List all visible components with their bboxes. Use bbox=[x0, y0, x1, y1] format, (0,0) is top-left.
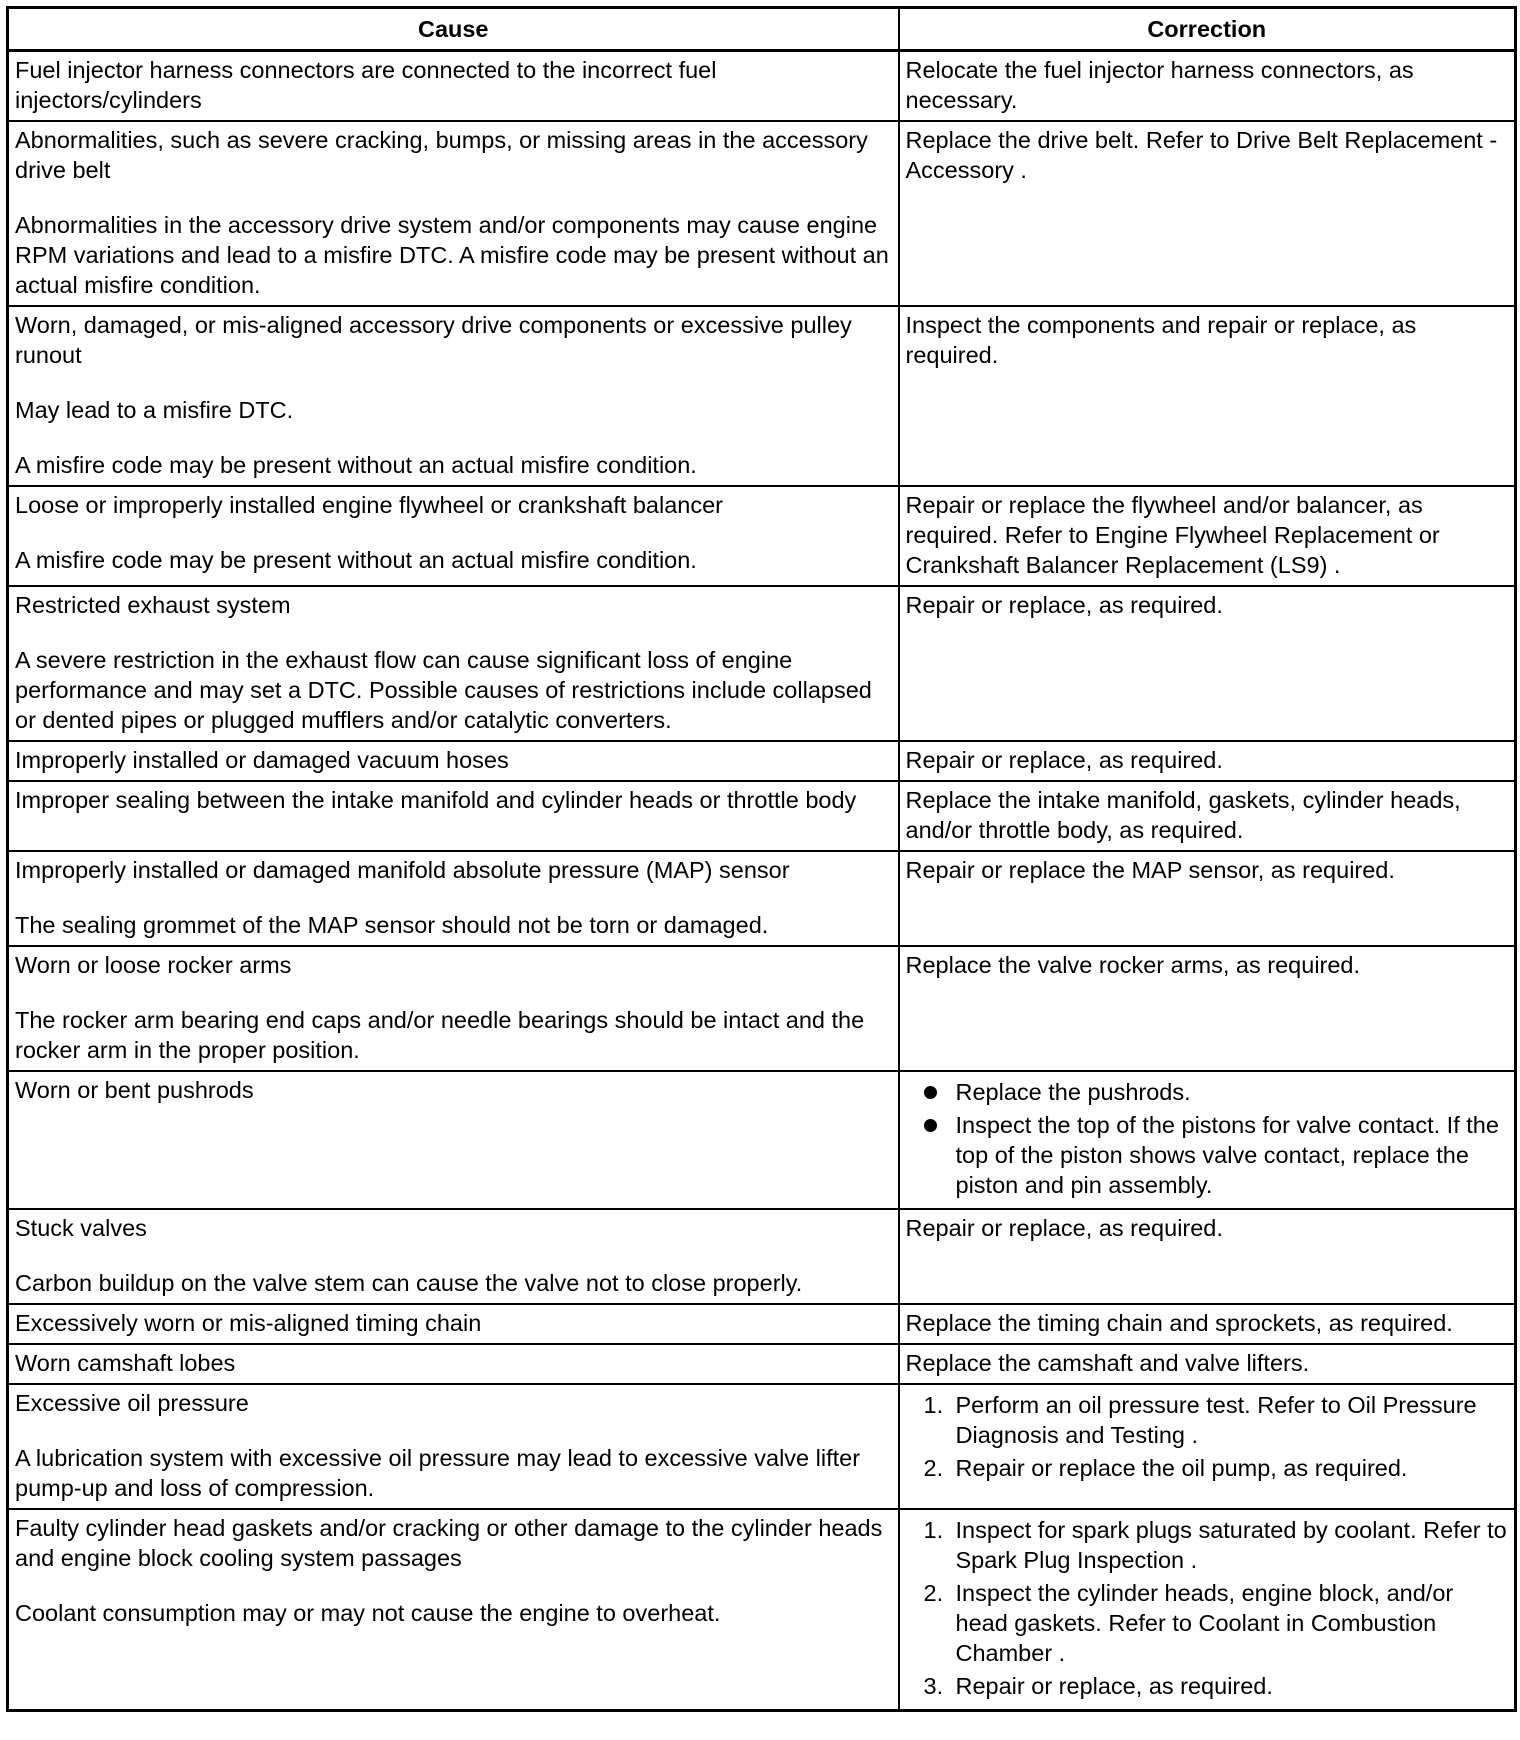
cause-note: Coolant consumption may or may not cause the engine to overheat. bbox=[15, 1600, 721, 1626]
cause-text: Improperly installed or damaged manifold absolute pressure (MAP) sensor bbox=[15, 857, 790, 883]
cause-text: Loose or improperly installed engine flywheel or crankshaft balancer bbox=[15, 492, 723, 518]
list-number: 2. bbox=[923, 1580, 944, 1606]
cause-cell bbox=[8, 586, 899, 741]
correction-text: Inspect the components and repair or replace, as required. bbox=[905, 312, 1417, 368]
cause-note: A lubrication system with excessive oil pressure may lead to excessive valve lifter pump-up and loss of compression. bbox=[15, 1445, 861, 1501]
list-item bbox=[906, 1453, 1509, 1483]
list-item bbox=[906, 1077, 1509, 1107]
cause-text: Worn camshaft lobes bbox=[15, 1350, 236, 1376]
cause-cell bbox=[8, 1509, 899, 1711]
table-row bbox=[8, 1509, 1516, 1711]
cause-cell bbox=[8, 946, 899, 1071]
header-correction: Correction bbox=[899, 8, 1516, 51]
table-row bbox=[8, 1344, 1516, 1384]
correction-cell bbox=[899, 1384, 1516, 1509]
correction-cell bbox=[899, 1509, 1516, 1711]
list-number: 3. bbox=[923, 1673, 944, 1699]
cause-cell bbox=[8, 1344, 899, 1384]
header-cause: Cause bbox=[8, 8, 899, 51]
list-item bbox=[906, 1515, 1509, 1575]
cause-note: The rocker arm bearing end caps and/or needle bearings should be intact and the rocker arm in the proper position. bbox=[15, 1007, 865, 1063]
correction-text: Repair or replace, as required. bbox=[905, 1215, 1223, 1241]
list-number: 1. bbox=[923, 1517, 944, 1543]
cause-text: Fuel injector harness connectors are connected to the incorrect fuel injectors/cylinders bbox=[15, 57, 717, 113]
correction-cell bbox=[899, 946, 1516, 1071]
list-item bbox=[906, 1110, 1509, 1200]
correction-cell bbox=[899, 1209, 1516, 1304]
correction-cell bbox=[899, 586, 1516, 741]
cause-note: May lead to a misfire DTC. bbox=[15, 397, 294, 423]
correction-text: Repair or replace the flywheel and/or balancer, as required. Refer to Engine Flywheel Replacement or Crankshaft Balancer Replacement (LS9) . bbox=[905, 492, 1440, 578]
cause-note: The sealing grommet of the MAP sensor should not be torn or damaged. bbox=[15, 912, 769, 938]
cause-text: Restricted exhaust system bbox=[15, 592, 291, 618]
correction-cell bbox=[899, 51, 1516, 122]
correction-text: Repair or replace, as required. bbox=[905, 592, 1223, 618]
cause-correction-table bbox=[6, 6, 1517, 1712]
cause-note: Abnormalities in the accessory drive system and/or components may cause engine RPM variations and lead to a misfire DTC. A misfire code may be present without an actual misfire condition. bbox=[15, 212, 889, 298]
cause-cell bbox=[8, 1384, 899, 1509]
cause-cell bbox=[8, 486, 899, 586]
header-row bbox=[8, 8, 1516, 51]
table-row bbox=[8, 1209, 1516, 1304]
cause-cell bbox=[8, 741, 899, 781]
correction-text: Replace the timing chain and sprockets, as required. bbox=[905, 1310, 1453, 1336]
table-row bbox=[8, 851, 1516, 946]
cause-cell bbox=[8, 121, 899, 306]
cause-note: A misfire code may be present without an actual misfire condition. bbox=[15, 547, 697, 573]
table-row bbox=[8, 586, 1516, 741]
list-item-text: Repair or replace the oil pump, as required. bbox=[955, 1455, 1408, 1481]
correction-text: Repair or replace the MAP sensor, as required. bbox=[905, 857, 1395, 883]
bullet-icon bbox=[924, 1086, 937, 1099]
table-row bbox=[8, 51, 1516, 122]
cause-text: Worn or loose rocker arms bbox=[15, 952, 292, 978]
cause-note: A severe restriction in the exhaust flow can cause significant loss of engine performance and may set a DTC. Possible causes of restrictions include collapsed or dented pipes or plugged mufflers and/or catalytic converters. bbox=[15, 647, 872, 733]
list-item bbox=[906, 1390, 1509, 1450]
cause-cell bbox=[8, 781, 899, 851]
correction-text: Replace the camshaft and valve lifters. bbox=[905, 1350, 1310, 1376]
cause-cell bbox=[8, 1071, 899, 1209]
table-row bbox=[8, 1304, 1516, 1344]
list-item-text: Replace the pushrods. bbox=[955, 1079, 1191, 1105]
correction-text: Replace the drive belt. Refer to Drive Belt Replacement - Accessory . bbox=[905, 127, 1498, 183]
list-item bbox=[906, 1671, 1509, 1701]
bullet-icon bbox=[924, 1119, 937, 1132]
cause-text: Stuck valves bbox=[15, 1215, 147, 1241]
correction-cell bbox=[899, 851, 1516, 946]
cause-text: Excessively worn or mis-aligned timing chain bbox=[15, 1310, 482, 1336]
cause-text: Improper sealing between the intake manifold and cylinder heads or throttle body bbox=[15, 787, 857, 813]
correction-cell bbox=[899, 1304, 1516, 1344]
list-item-text: Perform an oil pressure test. Refer to Oil Pressure Diagnosis and Testing . bbox=[955, 1392, 1477, 1448]
list-item-text: Inspect the cylinder heads, engine block, and/or head gaskets. Refer to Coolant in Combustion Chamber . bbox=[955, 1580, 1454, 1666]
list-number: 2. bbox=[923, 1455, 944, 1481]
list-number: 1. bbox=[923, 1392, 944, 1418]
cause-note: A misfire code may be present without an actual misfire condition. bbox=[15, 452, 697, 478]
cause-cell bbox=[8, 306, 899, 486]
list-item-text: Repair or replace, as required. bbox=[955, 1673, 1273, 1699]
cause-cell bbox=[8, 1304, 899, 1344]
correction-text: Replace the intake manifold, gaskets, cylinder heads, and/or throttle body, as required. bbox=[905, 787, 1461, 843]
numbered-list bbox=[906, 1515, 1509, 1701]
correction-text: Repair or replace, as required. bbox=[905, 747, 1223, 773]
correction-cell bbox=[899, 121, 1516, 306]
table-row bbox=[8, 741, 1516, 781]
list-item-text: Inspect the top of the pistons for valve contact. If the top of the piston shows valve contact, replace the piston and pin assembly. bbox=[955, 1112, 1499, 1198]
correction-cell bbox=[899, 1071, 1516, 1209]
bullet-list bbox=[906, 1077, 1509, 1200]
table-row bbox=[8, 306, 1516, 486]
correction-cell bbox=[899, 486, 1516, 586]
list-item bbox=[906, 1578, 1509, 1668]
table-body bbox=[8, 51, 1516, 1711]
correction-text: Replace the valve rocker arms, as required. bbox=[905, 952, 1361, 978]
correction-text: Relocate the fuel injector harness connectors, as necessary. bbox=[905, 57, 1414, 113]
list-item-text: Inspect for spark plugs saturated by coolant. Refer to Spark Plug Inspection . bbox=[955, 1517, 1507, 1573]
cause-cell bbox=[8, 851, 899, 946]
correction-cell bbox=[899, 781, 1516, 851]
numbered-list bbox=[906, 1390, 1509, 1483]
table-row bbox=[8, 121, 1516, 306]
diagnostic-table-container bbox=[6, 6, 1514, 1712]
table-row bbox=[8, 1071, 1516, 1209]
correction-cell bbox=[899, 306, 1516, 486]
cause-text: Worn or bent pushrods bbox=[15, 1077, 254, 1103]
cause-note: Carbon buildup on the valve stem can cause the valve not to close properly. bbox=[15, 1270, 803, 1296]
correction-cell bbox=[899, 1344, 1516, 1384]
cause-cell bbox=[8, 51, 899, 122]
table-row bbox=[8, 781, 1516, 851]
cause-text: Improperly installed or damaged vacuum hoses bbox=[15, 747, 509, 773]
table-row bbox=[8, 1384, 1516, 1509]
cause-text: Abnormalities, such as severe cracking, bumps, or missing areas in the accessory drive belt bbox=[15, 127, 868, 183]
table-row bbox=[8, 486, 1516, 586]
cause-text: Excessive oil pressure bbox=[15, 1390, 249, 1416]
cause-text: Worn, damaged, or mis-aligned accessory drive components or excessive pulley runout bbox=[15, 312, 852, 368]
correction-cell bbox=[899, 741, 1516, 781]
cause-cell bbox=[8, 1209, 899, 1304]
table-row bbox=[8, 946, 1516, 1071]
cause-text: Faulty cylinder head gaskets and/or cracking or other damage to the cylinder heads and engine block cooling system passages bbox=[15, 1515, 883, 1571]
